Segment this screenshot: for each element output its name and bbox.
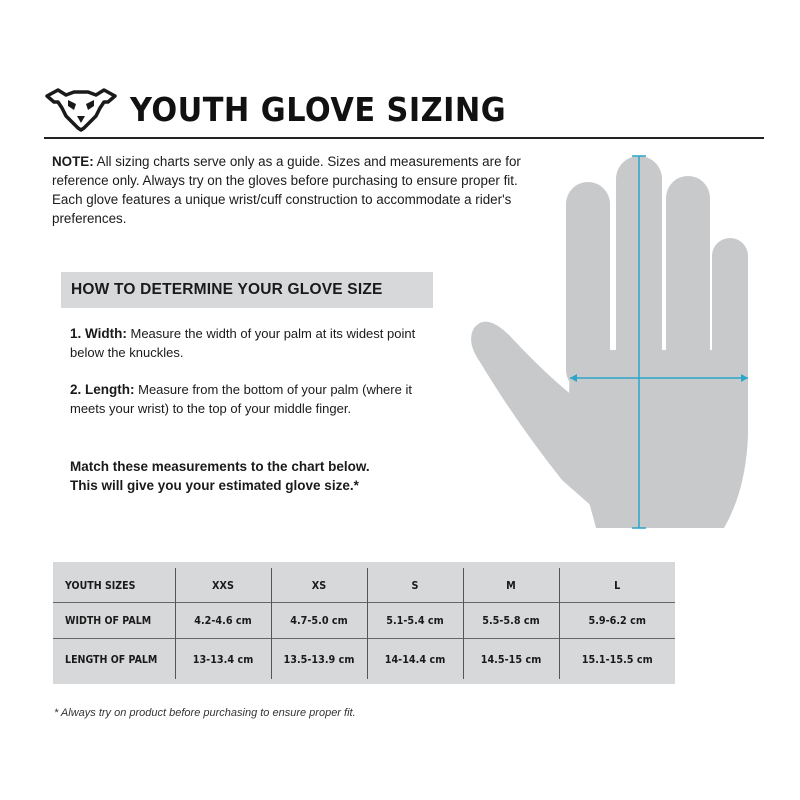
table-cell: 14.5-15 cm [469,639,553,680]
table-cell: 4.7-5.0 cm [277,603,361,639]
table-cell: 14-14.4 cm [373,639,457,680]
table-cell: 5.5-5.8 cm [469,603,553,639]
note-label: NOTE: [52,154,94,169]
step-width [70,324,430,362]
column-header-s: S [373,568,457,603]
row-label-width: WIDTH OF PALM [53,603,158,639]
fox-head-logo [44,86,118,134]
table-cell: 13-13.4 cm [181,639,265,680]
step-length [70,380,430,418]
column-header-xs: XS [277,568,361,603]
match-instruction [70,457,440,495]
step-length-text: Measure from the bottom of your palm (where it meets your wrist) to the top of your middle finger. [70,382,412,416]
column-header-l: L [566,568,668,603]
title-underline [44,137,764,139]
match-line-2: This will give you your estimated glove size.* [70,478,359,493]
table-header-row [53,568,675,603]
table-cell: 5.9-6.2 cm [566,603,668,639]
table-cell: 5.1-5.4 cm [373,603,457,639]
step-length-label: 2. Length: [70,382,135,397]
step-width-label: 1. Width: [70,326,127,341]
table-cell: 15.1-15.5 cm [566,639,668,680]
table-cell: 4.2-4.6 cm [181,603,265,639]
table-cell: 13.5-13.9 cm [277,639,361,680]
how-to-title: HOW TO DETERMINE YOUR GLOVE SIZE [71,281,383,298]
step-width-text: Measure the width of your palm at its widest point below the knuckles. [70,326,416,360]
row-label-length: LENGTH OF PALM [53,639,158,680]
how-to-header [61,272,433,308]
note-text: All sizing charts serve only as a guide. Sizes and measurements are for reference only. Always try on the gloves before purchasing to ensure proper fit. Each glove features a unique wrist/cuff construction to accommodate a rider's preferences. [52,154,521,226]
column-header-youth-sizes: YOUTH SIZES [65,578,136,592]
table-row [53,603,675,639]
header [44,84,764,140]
table-row [53,639,675,680]
note-paragraph [52,152,532,228]
column-header-xxs: XXS [181,568,265,603]
page-title: YOUTH GLOVE SIZING [130,90,507,129]
hand-silhouette [471,156,748,528]
footnote: * Always try on product before purchasing to ensure proper fit. [54,707,356,719]
size-table [53,568,675,679]
match-line-1: Match these measurements to the chart below. [70,459,370,474]
hand-measurement-diagram [466,150,766,535]
column-header-m: M [469,568,553,603]
